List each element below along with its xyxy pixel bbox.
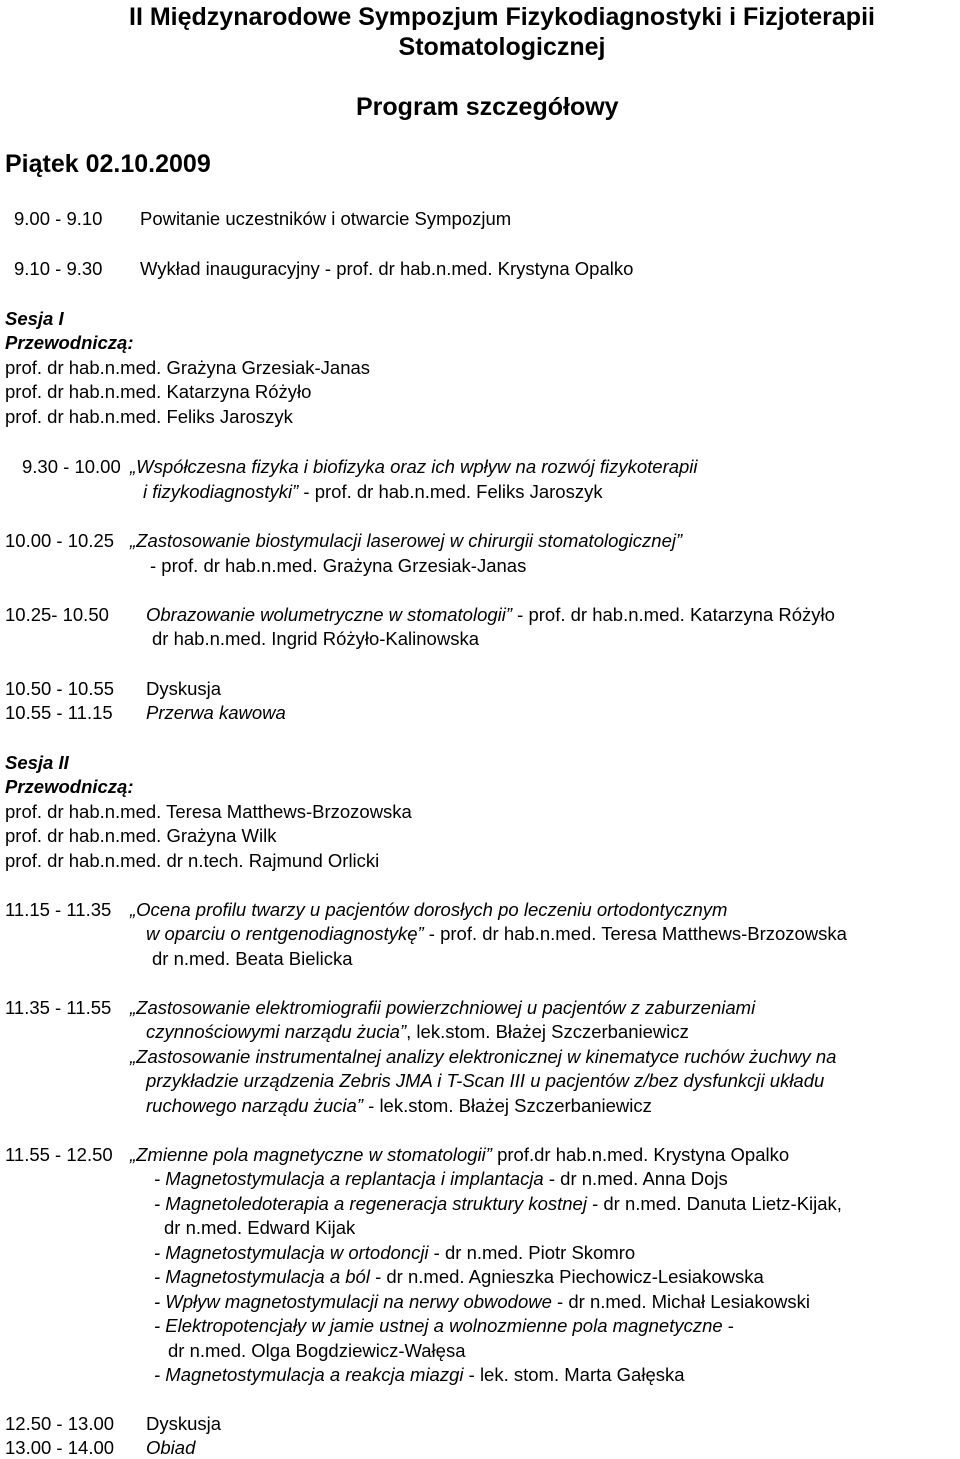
agenda-text: Powitanie uczestników i otwarcie Sympozjum: [140, 208, 512, 229]
lecture-line: [146, 604, 835, 626]
sub-lecture: [154, 1315, 734, 1337]
sub-lecture-author: - dr n.med. Agnieszka Piechowicz-Lesiakowska: [369, 1266, 764, 1287]
lecture-title: „Ocena profilu twarzy u pacjentów dorosłych po leczeniu ortodontycznym: [130, 899, 728, 920]
sub-lecture: [154, 1193, 842, 1215]
lecture-title: „Zastosowanie biostymulacji laserowej w chirurgii stomatologicznej”: [130, 530, 683, 551]
agenda-text: Przerwa kawowa: [146, 702, 286, 723]
chair-name: prof. dr hab.n.med. Katarzyna Różyło: [5, 381, 312, 402]
sub-lecture: [154, 1168, 728, 1190]
agenda-text: Dyskusja: [146, 1413, 222, 1434]
sub-lecture-author: - dr n.med. Michał Lesiakowski: [551, 1291, 810, 1312]
lecture-title: „Zastosowanie elektromiografii powierzchniowej u pacjentów z zaburzeniami: [130, 997, 756, 1018]
lecture-author: - prof. dr hab.n.med. Katarzyna Różyło: [512, 604, 835, 625]
time-label: 12.50 - 13.00: [5, 1413, 115, 1434]
lecture-title: „Współczesna fizyka i biofizyka oraz ich wpływ na rozwój fizykoterapii: [130, 456, 698, 477]
sub-lecture-title: - Magnetoledoterapia a regeneracja struktury kostnej: [154, 1193, 587, 1214]
document-title-line2: Stomatologicznej: [398, 33, 606, 61]
time-label: 9.10 - 9.30: [14, 258, 103, 279]
lecture-line: [146, 1021, 689, 1043]
lecture-author: - prof. dr hab.n.med. Teresa Matthews-Brzozowska: [423, 923, 847, 944]
time-label: 10.00 - 10.25: [5, 530, 115, 551]
session-title: Sesja I: [5, 308, 64, 329]
sub-lecture-title: - Magnetostymulacja a reakcja miazgi: [154, 1364, 464, 1385]
session-title: Sesja II: [5, 752, 69, 773]
time-label: 11.35 - 11.55: [5, 997, 112, 1018]
time-label: 11.55 - 12.50: [5, 1144, 113, 1165]
sub-lecture: [154, 1364, 685, 1386]
sub-lecture-author: - dr n.med. Piotr Skomro: [428, 1242, 636, 1263]
sub-lecture: [168, 1340, 466, 1362]
lecture-title: ruchowego narządu żucia”: [146, 1095, 363, 1116]
sub-lecture-title: - Magnetostymulacja w ortodoncji: [154, 1242, 429, 1263]
lecture-author: , lek.stom. Błażej Szczerbaniewicz: [406, 1021, 689, 1042]
sub-lecture-title: - Elektropotencjały w jamie ustnej a wolnozmienne pola magnetyczne: [154, 1315, 723, 1336]
day-heading: Piątek 02.10.2009: [5, 150, 211, 178]
agenda-text: Dyskusja: [146, 678, 222, 699]
lecture-author: - prof. dr hab.n.med. Grażyna Grzesiak-Janas: [150, 555, 527, 576]
sub-lecture: [154, 1242, 635, 1264]
agenda-text: Obiad: [146, 1437, 196, 1458]
lecture-line: [130, 1144, 789, 1166]
lecture-title: przykładzie urządzenia Zebris JMA i T-Scan III u pacjentów z/bez dysfunkcji układu: [146, 1070, 825, 1091]
lecture-title: i fizykodiagnostyki”: [143, 481, 299, 502]
lecture-title: w oparciu o rentgenodiagnostykę”: [146, 923, 424, 944]
chairs-label: Przewodniczą:: [5, 776, 134, 797]
lecture-line: [146, 1095, 652, 1117]
sub-lecture-title: - Magnetostymulacja a ból: [154, 1266, 370, 1287]
chair-name: prof. dr hab.n.med. Grażyna Grzesiak-Janas: [5, 357, 371, 378]
sub-lecture-author: dr n.med. Olga Bogdziewicz-Wałęsa: [168, 1340, 466, 1361]
lecture-title: czynnościowymi narządu żucia”: [146, 1021, 407, 1042]
sub-lecture-author: dr n.med. Edward Kijak: [164, 1217, 356, 1238]
chair-name: prof. dr hab.n.med. Grażyna Wilk: [5, 825, 277, 846]
lecture-author: - prof. dr hab.n.med. Feliks Jaroszyk: [298, 481, 603, 502]
sub-lecture: [164, 1217, 355, 1239]
sub-lecture-author: - dr n.med. Anna Dojs: [543, 1168, 728, 1189]
sub-lecture-title: - Wpływ magnetostymulacji na nerwy obwodowe: [154, 1291, 552, 1312]
chair-name: prof. dr hab.n.med. Feliks Jaroszyk: [5, 406, 293, 427]
chairs-label: Przewodniczą:: [5, 332, 134, 353]
lecture-author: dr hab.n.med. Ingrid Różyło-Kalinowska: [152, 628, 479, 649]
sub-lecture-author: - lek. stom. Marta Gałęska: [463, 1364, 685, 1385]
lecture-author: prof.dr hab.n.med. Krystyna Opalko: [491, 1144, 790, 1165]
sub-lecture-author: - dr n.med. Danuta Lietz-Kijak,: [586, 1193, 842, 1214]
program-subtitle: Program szczegółowy: [356, 93, 619, 121]
lecture-line: [146, 923, 847, 945]
document-title-line1: II Międzynarodowe Sympozjum Fizykodiagnostyki i Fizjoterapii: [129, 3, 875, 31]
time-label: 10.55 - 11.15: [5, 702, 113, 723]
sub-lecture-author: -: [722, 1315, 734, 1336]
time-label: 10.25- 10.50: [5, 604, 109, 625]
lecture-author: - lek.stom. Błażej Szczerbaniewicz: [363, 1095, 652, 1116]
time-label: 13.00 - 14.00: [5, 1437, 115, 1458]
time-label: 9.30 - 10.00: [22, 456, 121, 477]
sub-lecture: [154, 1291, 810, 1313]
chair-name: prof. dr hab.n.med. Teresa Matthews-Brzozowska: [5, 801, 412, 822]
lecture-line: [143, 481, 603, 503]
chair-name: prof. dr hab.n.med. dr n.tech. Rajmund Orlicki: [5, 850, 380, 871]
lecture-author: dr n.med. Beata Bielicka: [152, 948, 353, 969]
lecture-title: Obrazowanie wolumetryczne w stomatologii”: [146, 604, 513, 625]
time-label: 9.00 - 9.10: [14, 208, 103, 229]
time-label: 11.15 - 11.35: [5, 899, 112, 920]
lecture-title: „Zmienne pola magnetyczne w stomatologii”: [130, 1144, 492, 1165]
lecture-title: „Zastosowanie instrumentalnej analizy elektronicznej w kinematyce ruchów żuchwy na: [130, 1046, 837, 1067]
sub-lecture: [154, 1266, 764, 1288]
agenda-text: Wykład inauguracyjny - prof. dr hab.n.med. Krystyna Opalko: [140, 258, 634, 279]
time-label: 10.50 - 10.55: [5, 678, 115, 699]
sub-lecture-title: - Magnetostymulacja a replantacja i implantacja: [154, 1168, 544, 1189]
